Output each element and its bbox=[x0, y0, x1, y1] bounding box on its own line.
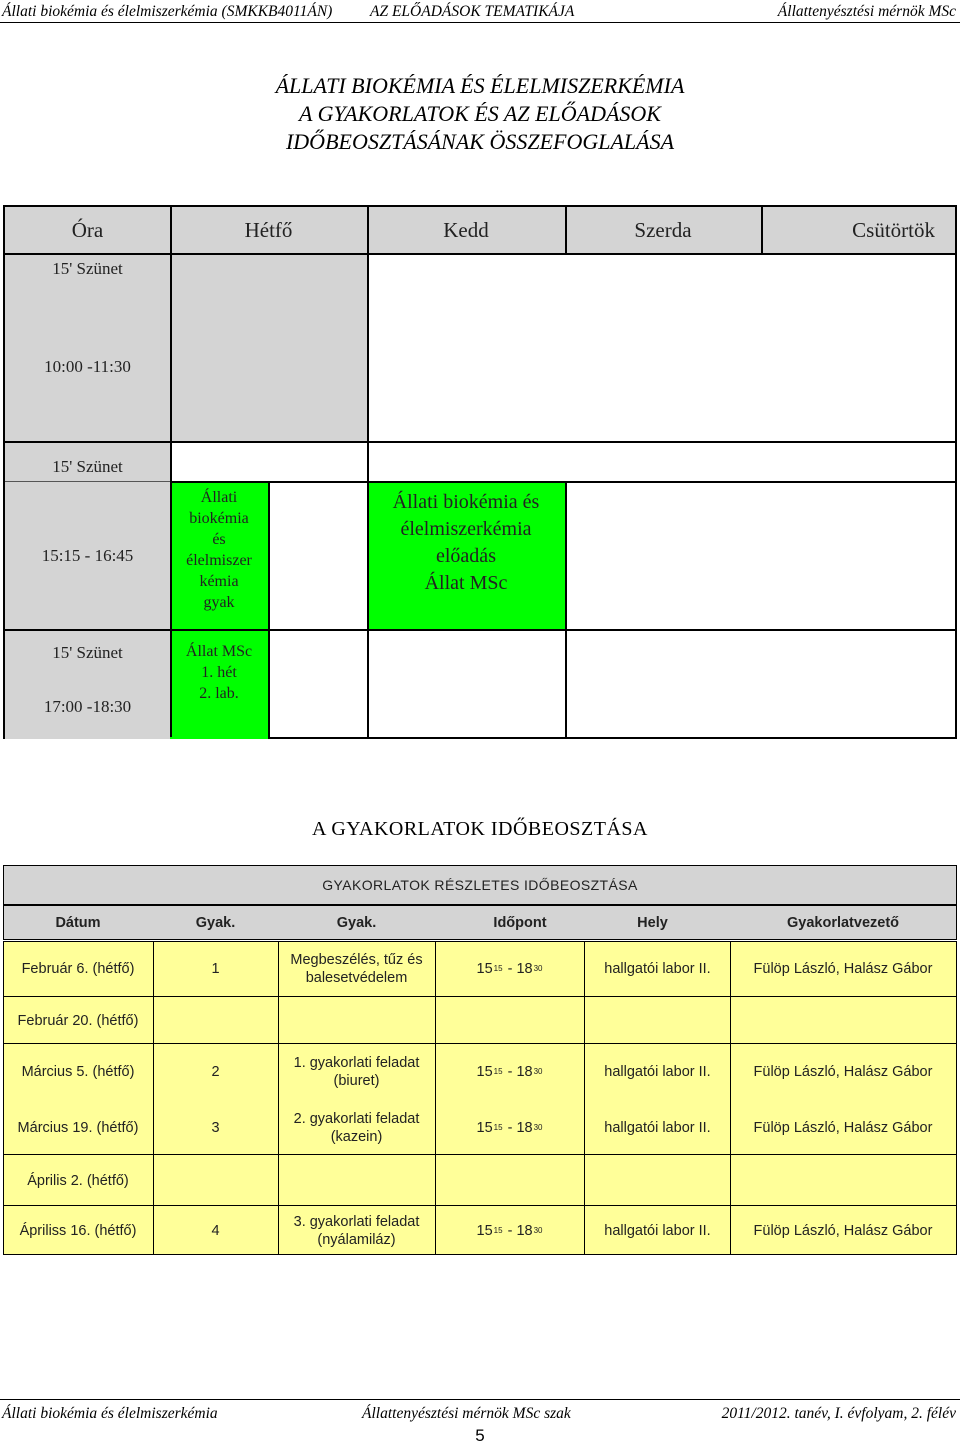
time-start-min: 15 bbox=[493, 1226, 503, 1235]
time-start: 15 bbox=[476, 1120, 493, 1136]
row-place: hallgatói labor II. bbox=[604, 1223, 711, 1239]
grid-line bbox=[170, 207, 172, 737]
time-break-3: 15' Szünet bbox=[52, 643, 123, 662]
table-row bbox=[3, 1156, 957, 1205]
monday-practice-text-2 bbox=[170, 641, 268, 704]
grid-line bbox=[170, 481, 955, 483]
time-slot-2: 15:15 - 16:45 bbox=[41, 546, 134, 565]
monday-upper-bg bbox=[170, 253, 367, 441]
time-start: 15 bbox=[476, 1064, 493, 1080]
row-date: Március 5. (hétfő) bbox=[21, 1064, 135, 1080]
topic-line: Megbeszélés, tűz és bbox=[290, 952, 423, 968]
time-start: 15 bbox=[476, 961, 493, 977]
wednesday-lecture-text bbox=[367, 489, 565, 597]
row-num: 3 bbox=[211, 1120, 220, 1136]
row-topic bbox=[278, 1046, 435, 1098]
grid-line bbox=[5, 481, 170, 482]
monday-practice-text bbox=[170, 487, 268, 613]
header-kedd: Kedd bbox=[443, 218, 489, 242]
time-end: 18 bbox=[516, 1064, 533, 1080]
footer-center: Állattenyésztési mérnök MSc szak bbox=[362, 1405, 571, 1422]
practice-line: élelmiszer bbox=[186, 552, 252, 569]
row-sep bbox=[3, 1154, 957, 1155]
topic-line: (biuret) bbox=[333, 1073, 380, 1089]
practice-line: Állat MSc bbox=[185, 643, 253, 660]
practice-line: 1. hét bbox=[201, 664, 237, 681]
row-leader: Fülöp László, Halász Gábor bbox=[753, 1064, 933, 1080]
row-date: Ápriliss 16. (hétfő) bbox=[19, 1223, 137, 1239]
header-csutortok: Csütörtök bbox=[852, 218, 935, 242]
footer-left: Állati biokémia és élelmiszerkémia bbox=[2, 1405, 218, 1422]
row-num: 1 bbox=[211, 961, 220, 977]
grid-line bbox=[761, 207, 763, 253]
topic-line: (kazein) bbox=[330, 1129, 383, 1145]
table-row bbox=[3, 943, 957, 995]
header-hetfo: Hétfő bbox=[244, 218, 293, 242]
header-rule bbox=[0, 22, 960, 23]
title-line-2: A GYAKORLATOK ÉS AZ ELŐADÁSOK bbox=[299, 101, 661, 126]
detail-title: GYAKORLATOK RÉSZLETES IDŐBEOSZTÁSA bbox=[322, 877, 638, 893]
grid-line bbox=[367, 207, 369, 737]
row-place: hallgatói labor II. bbox=[604, 961, 711, 977]
running-header-left: Állati biokémia és élelmiszerkémia (SMKKB4011ÁN) bbox=[2, 3, 333, 20]
col-gyakorlatvezeto: Gyakorlatvezető bbox=[786, 915, 900, 931]
row-num: 2 bbox=[211, 1064, 220, 1080]
row-leader: Fülöp László, Halász Gábor bbox=[753, 1223, 933, 1239]
time-end: 18 bbox=[516, 1120, 533, 1136]
row-date: Március 19. (hétfő) bbox=[17, 1120, 139, 1136]
col-idopont: Időpont bbox=[493, 915, 547, 931]
grid-line bbox=[5, 629, 955, 631]
practice-line: 2. lab. bbox=[199, 685, 239, 702]
row-leader: Fülöp László, Halász Gábor bbox=[753, 1120, 933, 1136]
practice-line: gyak bbox=[203, 594, 235, 611]
topic-line: (nyálamiláz) bbox=[317, 1232, 396, 1248]
section-title: A GYAKORLATOK IDŐBEOSZTÁSA bbox=[312, 818, 648, 840]
row-leader: Fülöp László, Halász Gábor bbox=[753, 961, 933, 977]
topic-line: balesetvédelem bbox=[305, 970, 408, 986]
lecture-line: Állat MSc bbox=[424, 572, 508, 594]
time-end-min: 30 bbox=[533, 1067, 543, 1076]
time-slot-3: 17:00 -18:30 bbox=[43, 697, 132, 716]
row-date: Február 6. (hétfő) bbox=[21, 961, 135, 977]
col-hely: Hely bbox=[637, 915, 668, 931]
table-row bbox=[3, 998, 957, 1044]
footer-right: 2011/2012. tanév, I. évfolyam, 2. félév bbox=[721, 1405, 956, 1422]
grid-line bbox=[5, 441, 955, 443]
time-start-min: 15 bbox=[493, 1067, 503, 1076]
table-row bbox=[3, 1046, 957, 1098]
title-line-1: ÁLLATI BIOKÉMIA ÉS ÉLELMISZERKÉMIA bbox=[275, 73, 685, 98]
time-break-1: 15' Szünet bbox=[52, 259, 123, 278]
title-line-3: IDŐBEOSZTÁSÁNAK ÖSSZEFOGLALÁSA bbox=[285, 129, 675, 154]
topic-line: 2. gyakorlati feladat bbox=[293, 1111, 420, 1127]
col-gyak-1: Gyak. bbox=[195, 915, 236, 931]
time-start: 15 bbox=[476, 1223, 493, 1239]
lecture-line: előadás bbox=[436, 545, 496, 567]
row-place: hallgatói labor II. bbox=[604, 1120, 711, 1136]
row-time: 15 15 - 18 30 bbox=[476, 961, 543, 977]
header-szerda: Szerda bbox=[634, 218, 692, 242]
row-time: 15 15 - 18 30 bbox=[476, 1120, 543, 1136]
topic-line: 3. gyakorlati feladat bbox=[293, 1214, 420, 1230]
practice-line: kémia bbox=[199, 573, 239, 590]
footer bbox=[0, 1400, 960, 1424]
running-header bbox=[0, 0, 960, 22]
row-topic bbox=[278, 943, 435, 995]
lecture-line: Állati biokémia és bbox=[392, 491, 540, 513]
time-slot-1: 10:00 -11:30 bbox=[44, 357, 131, 376]
row-time: 15 15 - 18 30 bbox=[476, 1064, 543, 1080]
row-place: hallgatói labor II. bbox=[604, 1064, 711, 1080]
time-end-min: 30 bbox=[533, 1226, 543, 1235]
time-end-min: 30 bbox=[533, 964, 543, 973]
time-start-min: 15 bbox=[493, 964, 503, 973]
page-number: 5 bbox=[475, 1426, 485, 1445]
col-gyak-2: Gyak. bbox=[336, 915, 377, 931]
row-sep bbox=[3, 996, 957, 997]
weekly-schedule-grid bbox=[3, 205, 957, 739]
row-num: 4 bbox=[211, 1223, 220, 1239]
header-ora: Óra bbox=[71, 218, 104, 242]
grid-line bbox=[5, 253, 955, 255]
running-header-right: Állattenyésztési mérnök MSc bbox=[777, 3, 956, 20]
row-time: 15 15 - 18 30 bbox=[476, 1223, 543, 1239]
lecture-line: élelmiszerkémia bbox=[400, 518, 532, 540]
practice-line: Állati bbox=[200, 489, 238, 506]
practice-line: biokémia bbox=[189, 510, 249, 527]
practice-line: és bbox=[212, 531, 226, 548]
time-end: 18 bbox=[516, 961, 533, 977]
running-header-center: AZ ELŐADÁSOK TEMATIKÁJA bbox=[370, 3, 575, 20]
row-date: Február 20. (hétfő) bbox=[17, 1013, 139, 1029]
time-start-min: 15 bbox=[493, 1123, 503, 1132]
time-end: 18 bbox=[516, 1223, 533, 1239]
grid-line bbox=[268, 481, 270, 737]
grid-line bbox=[565, 481, 567, 737]
col-datum: Dátum bbox=[55, 915, 101, 931]
grid-line bbox=[565, 207, 567, 253]
time-break-2: 15' Szünet bbox=[52, 457, 123, 476]
row-topic bbox=[278, 1102, 435, 1154]
row-date: Április 2. (hétfő) bbox=[27, 1172, 129, 1189]
time-end-min: 30 bbox=[533, 1123, 543, 1132]
topic-line: 1. gyakorlati feladat bbox=[293, 1055, 420, 1071]
row-topic bbox=[278, 1206, 435, 1256]
table-row bbox=[3, 1102, 957, 1154]
table-row bbox=[3, 1206, 957, 1256]
